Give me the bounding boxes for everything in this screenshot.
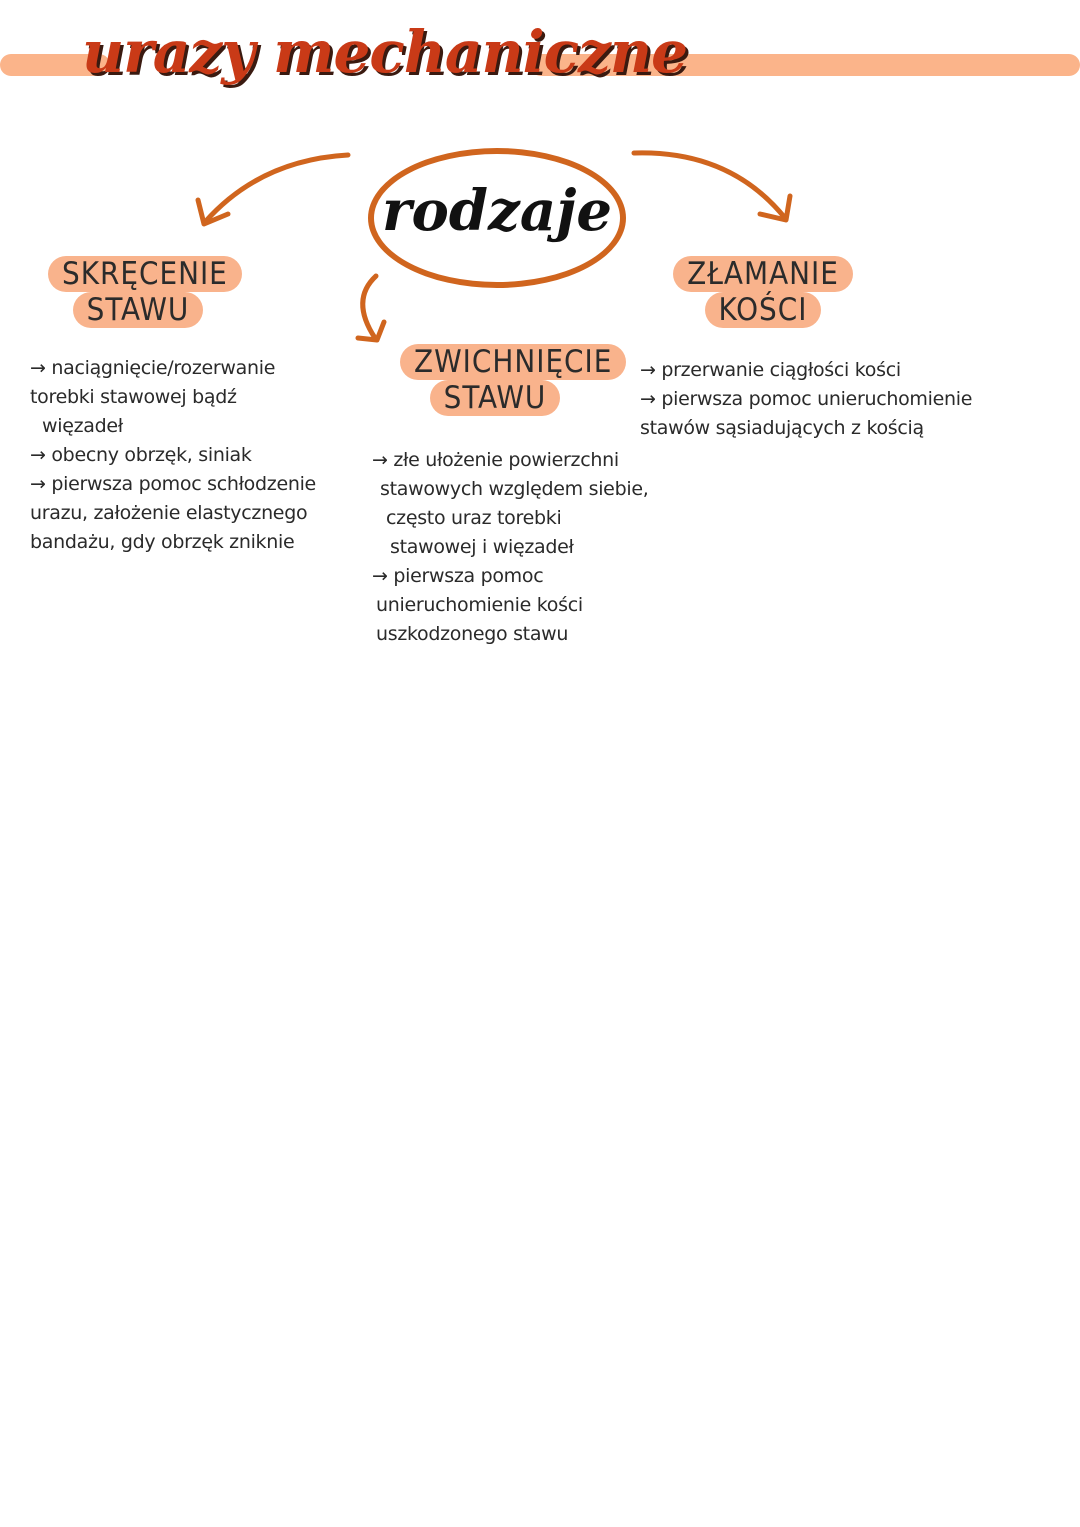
note-line: → pierwsza pomoc [372, 565, 544, 587]
note-line: → naciągnięcie/rozerwanie [30, 357, 276, 379]
arrow-middle [363, 276, 376, 338]
note-line: bandażu, gdy obrzęk zniknie [30, 531, 295, 553]
category-sprain-line2: STAWU [73, 292, 204, 328]
note-line: więzadeł [42, 415, 123, 437]
category-dislocation-line2: STAWU [430, 380, 561, 416]
note-line: unieruchomienie kości [376, 594, 583, 616]
note-line: urazu, założenie elastycznego [30, 502, 308, 524]
note-line: uszkodzonego stawu [376, 623, 569, 645]
page-title: urazy mechaniczne [82, 18, 687, 86]
note-line: stawowych względem siebie, [380, 478, 649, 500]
note-line: → przerwanie ciągłości kości [640, 359, 901, 381]
note-line: stawowej i więzadeł [390, 536, 574, 558]
category-fracture-line1: ZŁAMANIE [673, 256, 853, 292]
category-fracture-line2: KOŚCI [705, 292, 822, 328]
note-line: → obecny obrzęk, siniak [30, 444, 252, 466]
notes-dislocation [372, 446, 672, 649]
category-sprain-line1: SKRĘCENIE [48, 256, 242, 292]
note-line: → złe ułożenie powierzchni [372, 449, 619, 471]
note-line: często uraz torebki [386, 507, 562, 529]
category-fracture [668, 256, 858, 328]
note-line: → pierwsza pomoc unieruchomienie [640, 388, 973, 410]
note-line: → pierwsza pomoc schłodzenie [30, 473, 316, 495]
note-line: torebki stawowej bądź [30, 386, 237, 408]
central-label: rodzaje [382, 178, 612, 244]
arrow-right [634, 153, 785, 218]
category-dislocation [400, 344, 613, 416]
notes-fracture [640, 356, 1070, 443]
category-sprain [48, 256, 228, 328]
notes-sprain [30, 354, 360, 557]
category-dislocation-line1: ZWICHNIĘCIE [400, 344, 626, 380]
note-line: stawów sąsiadujących z kością [640, 417, 924, 439]
